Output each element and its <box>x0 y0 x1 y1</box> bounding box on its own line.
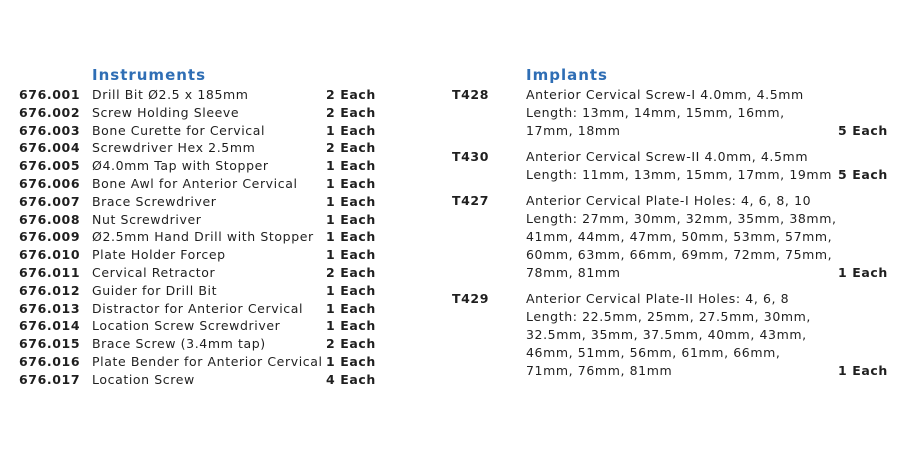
instrument-quantity: 2 Each <box>326 104 376 120</box>
instrument-quantity: 1 Each <box>326 158 376 174</box>
implant-code: T429 <box>452 291 490 306</box>
instrument-row <box>19 211 379 229</box>
instrument-row <box>19 193 379 211</box>
implant-description-line: Anterior Cervical Screw-I 4.0mm, 4.5mm <box>526 87 804 102</box>
instrument-quantity: 2 Each <box>326 336 376 352</box>
instrument-row <box>19 300 379 318</box>
instrument-quantity: 1 Each <box>326 353 376 369</box>
implant-description-line: 32.5mm, 35mm, 37.5mm, 40mm, 43mm, <box>526 327 807 342</box>
instrument-description: Ø4.0mm Tap with Stopper <box>92 158 269 174</box>
instrument-code: 676.010 <box>19 247 81 263</box>
instrument-description: Location Screw <box>92 371 195 387</box>
instrument-quantity: 2 Each <box>326 140 376 156</box>
implant-description-line: 60mm, 63mm, 66mm, 69mm, 72mm, 75mm, <box>526 247 833 262</box>
implant-description-line: Length: 22.5mm, 25mm, 27.5mm, 30mm, <box>526 309 812 324</box>
instrument-description: Bone Awl for Anterior Cervical <box>92 175 298 191</box>
implant-description-line: Length: 11mm, 13mm, 15mm, 17mm, 19mm <box>526 167 832 182</box>
implant-description-line: Length: 27mm, 30mm, 32mm, 35mm, 38mm, <box>526 211 837 226</box>
instrument-quantity: 1 Each <box>326 300 376 316</box>
implant-description-line: 46mm, 51mm, 56mm, 61mm, 66mm, <box>526 345 781 360</box>
instrument-row <box>19 335 379 353</box>
implant-code: T428 <box>452 87 490 102</box>
instrument-row <box>19 175 379 193</box>
implants-heading: Implants <box>526 66 608 84</box>
instrument-description: Ø2.5mm Hand Drill with Stopper <box>92 229 314 245</box>
implant-quantity: 5 Each <box>838 123 888 138</box>
instrument-row <box>19 264 379 282</box>
instrument-row <box>19 86 379 104</box>
instrument-code: 676.006 <box>19 175 81 191</box>
instrument-code: 676.014 <box>19 318 81 334</box>
implant-code: T427 <box>452 193 490 208</box>
instrument-description: Plate Bender for Anterior Cervical <box>92 353 323 369</box>
instrument-description: Brace Screwdriver <box>92 193 217 209</box>
instrument-code: 676.017 <box>19 371 81 387</box>
instrument-description: Nut Screwdriver <box>92 211 202 227</box>
instrument-quantity: 1 Each <box>326 247 376 263</box>
instrument-code: 676.004 <box>19 140 81 156</box>
implant-description <box>526 86 804 140</box>
instrument-row <box>19 139 379 157</box>
implant-description <box>526 192 837 282</box>
instrument-row <box>19 157 379 175</box>
instrument-code: 676.007 <box>19 193 81 209</box>
instrument-quantity: 2 Each <box>326 87 376 102</box>
implant-description-line: Anterior Cervical Screw-II 4.0mm, 4.5mm <box>526 149 809 164</box>
implant-description-line: Anterior Cervical Plate-II Holes: 4, 6, 8 <box>526 291 790 306</box>
instrument-quantity: 1 Each <box>326 193 376 209</box>
implant-description-line: 41mm, 44mm, 47mm, 50mm, 53mm, 57mm, <box>526 229 833 244</box>
implant-description-line: 78mm, 81mm <box>526 265 621 280</box>
instrument-row <box>19 104 379 122</box>
implant-quantity: 1 Each <box>838 265 888 280</box>
instrument-quantity: 1 Each <box>326 175 376 191</box>
instrument-description: Bone Curette for Cervical <box>92 122 266 138</box>
implant-description <box>526 290 811 380</box>
instrument-row <box>19 317 379 335</box>
implant-description <box>526 148 832 184</box>
instrument-quantity: 1 Each <box>326 282 376 298</box>
instrument-description: Brace Screw (3.4mm tap) <box>92 336 266 352</box>
instrument-code: 676.012 <box>19 282 81 298</box>
instrument-description: Plate Holder Forcep <box>92 247 226 263</box>
instrument-row <box>19 282 379 300</box>
instrument-description: Cervical Retractor <box>92 264 216 280</box>
instrument-code: 676.011 <box>19 264 81 280</box>
implant-description-line: Length: 13mm, 14mm, 15mm, 16mm, <box>526 105 785 120</box>
instrument-code: 676.002 <box>19 104 81 120</box>
instrument-code: 676.001 <box>19 87 81 102</box>
instrument-code: 676.009 <box>19 229 81 245</box>
instruments-heading: Instruments <box>92 66 207 84</box>
instrument-row <box>19 122 379 140</box>
instrument-code: 676.013 <box>19 300 81 316</box>
implant-code: T430 <box>452 149 490 164</box>
instrument-code: 676.016 <box>19 353 81 369</box>
instruments-table <box>19 86 379 389</box>
instrument-quantity: 1 Each <box>326 318 376 334</box>
instrument-code: 676.015 <box>19 336 81 352</box>
instrument-row <box>19 228 379 246</box>
instrument-description: Drill Bit Ø2.5 x 185mm <box>92 87 249 102</box>
instrument-row <box>19 371 379 389</box>
instrument-code: 676.008 <box>19 211 81 227</box>
instrument-quantity: 1 Each <box>326 229 376 245</box>
instrument-row <box>19 353 379 371</box>
instrument-code: 676.003 <box>19 122 81 138</box>
instrument-description: Distractor for Anterior Cervical <box>92 300 304 316</box>
instrument-description: Guider for Drill Bit <box>92 282 218 298</box>
instrument-quantity: 4 Each <box>326 371 376 387</box>
instrument-quantity: 1 Each <box>326 122 376 138</box>
instrument-row <box>19 246 379 264</box>
implant-description-line: 71mm, 76mm, 81mm <box>526 363 673 378</box>
instrument-quantity: 2 Each <box>326 264 376 280</box>
implant-quantity: 1 Each <box>838 363 888 378</box>
implant-quantity: 5 Each <box>838 167 888 182</box>
instrument-quantity: 1 Each <box>326 211 376 227</box>
instrument-description: Screwdriver Hex 2.5mm <box>92 140 256 156</box>
implant-description-line: Anterior Cervical Plate-I Holes: 4, 6, 8, 10 <box>526 193 812 208</box>
instrument-description: Location Screw Screwdriver <box>92 318 281 334</box>
implant-description-line: 17mm, 18mm <box>526 123 621 138</box>
instrument-description: Screw Holding Sleeve <box>92 104 240 120</box>
instrument-code: 676.005 <box>19 158 81 174</box>
